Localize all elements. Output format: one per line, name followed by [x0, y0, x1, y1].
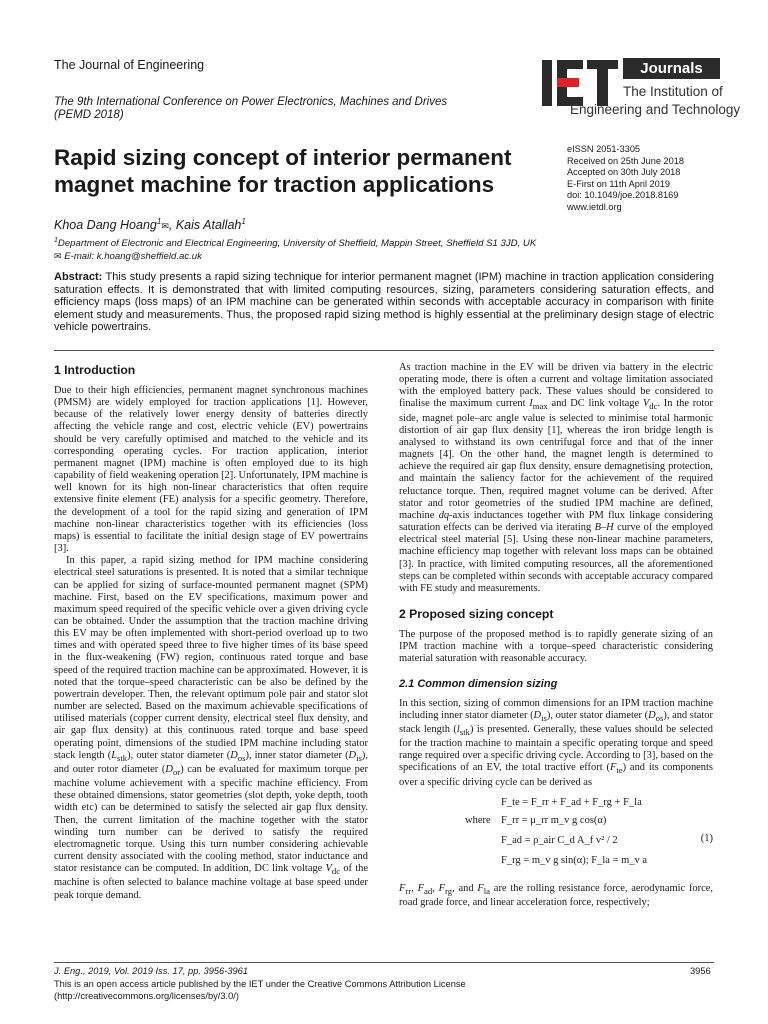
abstract: [54, 271, 714, 334]
institution-name-line1: The Institution of: [623, 84, 723, 99]
author-name: Kais Atallah: [175, 218, 242, 233]
website-link[interactable]: www.ietdl.org: [567, 201, 622, 212]
envelope-icon: ✉: [161, 221, 169, 232]
divider: [54, 962, 714, 963]
paragraph: As traction machine in the EV will be driven via battery in the electric operating mode, there is often a current and voltage limitation associated with the employed battery pack. These values should be considered to finalise the maximum current $I_{max}$ and DC link voltage $V_{dc}$. In the rotor side, magnet pole–arc angle value is selected to minimise total harmonic distortion of air gap flux density [1], whereas the iron bridge length is analysed to withstand its own centrifugal force and that of the inner magnets [4]. On the other hand, the magnet length is determined to achieve the required air gap flux density, ensure demagnetising protection, and maintain the saliency factor for the achievement of the required reluctance torque. Then, required magnet volume can be derived. After stator and rotor geometries of the studied IPM machine are defined, machine dq-axis inductances together with PM flux linkage considering saturation effects can be derived via iterating B–H curve of the employed electrical steel material [5]. Using these non-linear machine parameters, machine efficiency map together with relevant loss maps can be obtained [3]. In practice, with limited computing resources, all the aforementioned steps can be completed within seconds with acceptable accuracy compared with FE study and measurements.: [399, 362, 713, 594]
equation-1: [399, 793, 713, 883]
journal-name: The Journal of Engineering: [54, 58, 205, 72]
subsection-heading: 2.1 Common dimension sizing: [399, 677, 558, 690]
envelope-icon: ✉: [54, 251, 62, 261]
iet-logo-mark-icon: [540, 58, 620, 108]
equation-line: F_rg = m_v g sin(α); F_la = m_v a: [501, 854, 648, 866]
license-text: This is an open access article published by the IET under the Creative Commons Attribution License: [54, 979, 466, 989]
affiliation: [54, 237, 714, 249]
section-heading: 2 Proposed sizing concept: [399, 607, 554, 622]
section-heading: 1 Introduction: [54, 363, 136, 377]
conference-name: The 9th International Conference on Power Electronics, Machines and Drives (PEMD 2018): [54, 96, 448, 121]
journals-badge: Journals: [623, 58, 720, 79]
equation-line: F_ad = ρ_air C_d A_f v² / 2: [501, 834, 618, 846]
authors: [54, 217, 246, 232]
article-meta: [567, 144, 684, 213]
institution-name-line2: Engineering and Technology: [570, 102, 741, 117]
corresponding-email: [54, 251, 202, 262]
received-date: Received on 25th June 2018: [567, 155, 684, 166]
affiliation-mark: 1: [54, 237, 58, 244]
paragraph: In this section, sizing of common dimensions for an IPM traction machine including inner stator diameter $(D_{is})$, outer stator diameter $(D_{os})$, and stator stack length $(l_{stk})$ is presented. Generally, these values should be selected for the traction machine to maintain a specific operating torque and speed range required over a specific driving cycle. According to [3], based on the specifications of an EV, the total tractive effort $(F_{te})$ and its components over a specific driving cycle can be derived as: [399, 697, 714, 788]
abstract-text: This study presents a rapid sizing technique for interior permanent magnet (IPM) machine in traction application considering saturation effects. It is demonstrated that with limited computing resources, sizing, parameters considering saturation effects, and efficiency maps (loss maps) of an IPM machine can be generated within seconds with acceptable accuracy in comparison with finite element study and measurements. Thus, the proposed rapid sizing method is highly essential at the preliminary design stage of electric vehicle powertrains.: [54, 271, 714, 334]
eissn: eISSN 2051-3305: [567, 144, 641, 154]
affiliation-text: Department of Electronic and Electrical Engineering, University of Sheffield, Mappin Street, Sheffield S1 3JD, UK: [57, 238, 537, 250]
affiliation-mark: 1: [156, 217, 162, 226]
affiliation-mark: 1: [241, 217, 246, 226]
email-link[interactable]: E-mail: k.hoang@sheffield.ac.uk: [64, 251, 202, 262]
license-link[interactable]: (http://creativecommons.org/licenses/by/3.0/): [54, 991, 239, 1001]
efirst-date: E-First on 11th April 2019: [567, 178, 670, 189]
doi-link[interactable]: doi: 10.1049/joe.2018.8169: [567, 190, 679, 200]
iet-logo: [540, 56, 741, 120]
paragraph: In this paper, a rapid sizing method for IPM machine considering electrical steel saturations is presented. It is noted that a similar technique can be applied for sizing of surface-mounted permanent magnet (SPM) machine. First, based on the EV specifications, maximum power and maximum speed required of the specific vehicle over a given driving cycle can be obtained. Under the assumption that the traction machine driving this EV may be often implemented with short-period overload up to two times and with operated speed three to five higher times of its base speed in the flux-weakening (FW) region, continuous rated torque and base speed of the required traction machine can be approximated. However, it is noted that the torque–speed characteristic can be also be defined by the powertrain developer. Then, the relevant optimum pole pair and stator slot number are selected. Based on the maximum achievable specifications of utilised materials (copper current density, electrical steel flux density, and air gap flux density) at this continuous rated torque and base speed operating point, dimensions of the studied IPM machine including stator stack length $(L_{stk})$, outer stator diameter $(D_{os})$, inner stator diameter $(D_{is})$, and outer rotor diameter $(D_{or})$ can be evaluated for maximum torque per machine volume achievement with a specific machine efficiency. From these obtained dimensions, stator geometries (slot depth, yoke depth, tooth width etc) can be determined to satisfy the selected air gap flux density. Then, the current limitation of the machine together with the stator winding turn number can be derived to satisfy the required electromagnetic torque. Using this turn number considering achievable current density associated with the cooling method, stator inductance and stator resistance can be computed. In addition, DC link voltage $V_{dc}$ of the machine is often selected to balance machine voltage at base speed under peak torque demand.: [54, 555, 368, 901]
paragraph: $F_{rr}$, $F_{ad}$, $F_{rg}$, and $F_{la}$ are the rolling resistance force, aerodynamic force, road grade force, and linear acceleration force, respectively;: [399, 882, 714, 909]
accepted-date: Accepted on 30th July 2018: [567, 167, 681, 177]
right-column: [399, 362, 713, 909]
equation-line: F_rr = μ_rr m_v g cos(α): [501, 814, 607, 826]
paragraph: Due to their high efficiencies, permanent magnet synchronous machines (PMSM) are widely employed for traction applications [1]. However, because of the relatively lower energy density of batteries directly affecting the vehicle range and cost, electric vehicle (EV) powertrains should be very carefully optimised and matched to the vehicle and its corresponding operating cycles. For traction application, interior permanent magnet (IPM) machine is often employed due to its high capability of field weakening operation [2]. Unfortunately, IPM machine is well known for its high non-linear characteristics that often require extensive finite element (FE) analysis for a specific geometry. Therefore, the development of a tool for the rapid sizing and generation of IPM machine non-linear characteristics together with its efficiencies (loss maps) is essential to facilitate the initial design stage of EV powertrains [3].: [54, 385, 368, 555]
abstract-label: Abstract:: [54, 271, 103, 283]
paragraph: The purpose of the proposed method is to rapidly generate sizing of an IPM traction machine with a torque–speed characteristic considering material saturation with reasonable accuracy.: [399, 629, 713, 665]
author-separator: ,: [168, 218, 176, 233]
left-column: [54, 362, 368, 902]
divider: [54, 350, 714, 351]
equation-number: (1): [700, 832, 713, 844]
equation-where: where: [465, 814, 491, 826]
page-number: 3956: [690, 966, 711, 976]
equation-line: F_te = F_rr + F_ad + F_rg + F_la: [501, 796, 642, 808]
paper-title: Rapid sizing concept of interior permanent magnet machine for traction applications: [54, 145, 512, 197]
footer-citation: J. Eng., 2019, Vol. 2019 Iss. 17, pp. 3956-3961: [54, 966, 248, 976]
author-name: Khoa Dang Hoang: [54, 218, 157, 233]
